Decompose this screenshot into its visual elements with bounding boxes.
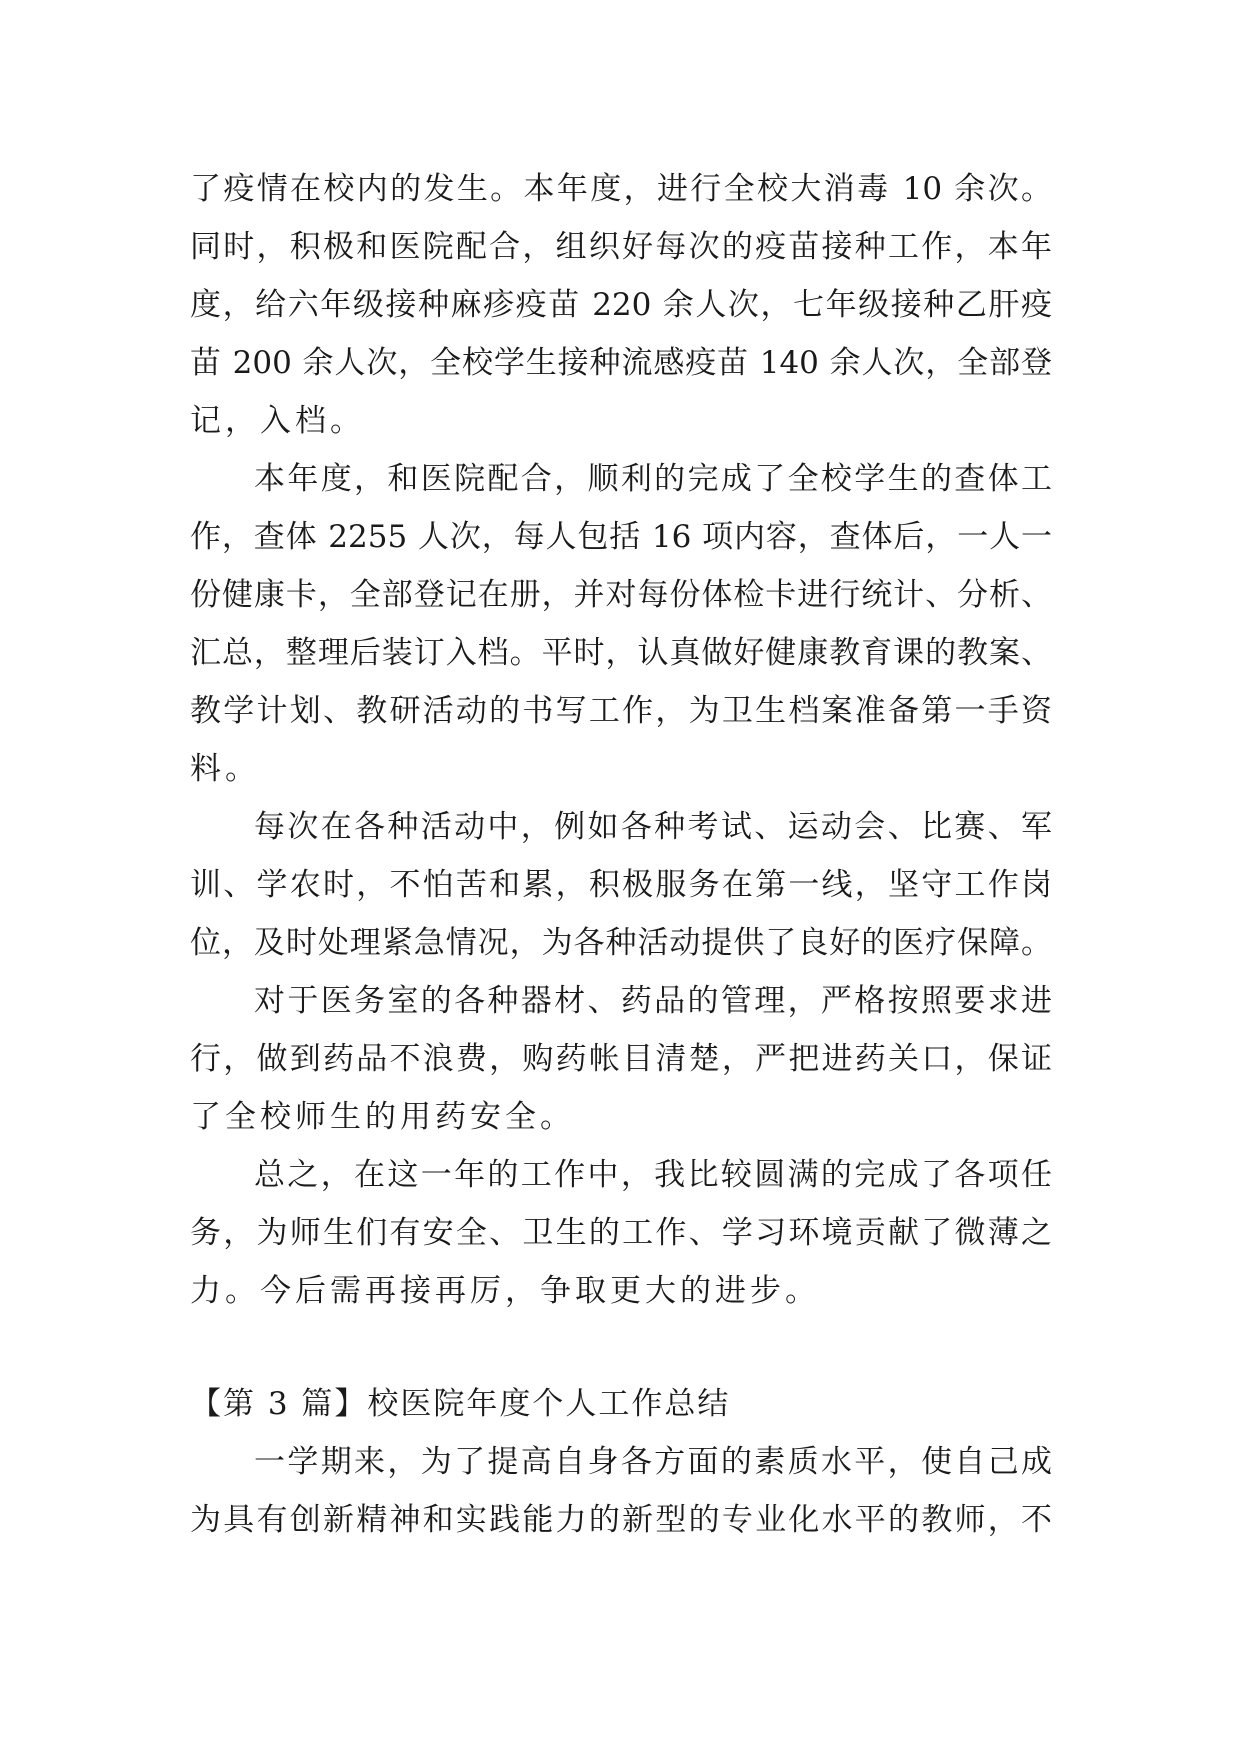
text-line: 度，给六年级接种麻疹疫苗 220 余人次，七年级接种乙肝疫 [190, 287, 1052, 323]
paragraph [190, 972, 1052, 1146]
text-line: 对于医务室的各种器材、药品的管理，严格按照要求进 [254, 983, 1052, 1019]
paragraph [190, 798, 1052, 972]
text-line: 料。 [190, 751, 260, 787]
text-line: 训、学农时，不怕苦和累，积极服务在第一线，坚守工作岗 [190, 867, 1052, 903]
text-line: 了全校师生的用药安全。 [190, 1099, 575, 1135]
text-line: 同时，积极和医院配合，组织好每次的疫苗接种工作，本年 [190, 229, 1052, 265]
text-line: 苗 200 余人次，全校学生接种流感疫苗 140 余人次，全部登 [190, 345, 1052, 381]
text-line: 教学计划、教研活动的书写工作，为卫生档案准备第一手资 [190, 693, 1052, 729]
document-body [190, 160, 1052, 1549]
text-line: 份健康卡，全部登记在册，并对每份体检卡进行统计、分析、 [190, 577, 1052, 613]
text-line: 行，做到药品不浪费，购药帐目清楚，严把进药关口，保证 [190, 1041, 1052, 1077]
text-line: 汇总，整理后装订入档。平时，认真做好健康教育课的教案、 [190, 635, 1052, 671]
text-line: 位，及时处理紧急情况，为各种活动提供了良好的医疗保障。 [190, 925, 1052, 961]
text-line: 力。今后需再接再厉，争取更大的进步。 [190, 1273, 820, 1309]
paragraph [190, 1146, 1052, 1320]
text-line: 为具有创新精神和实践能力的新型的专业化水平的教师，不 [190, 1502, 1052, 1538]
text-line: 本年度，和医院配合，顺利的完成了全校学生的查体工 [254, 461, 1052, 497]
paragraph [190, 1433, 1052, 1549]
paragraph [190, 160, 1052, 450]
text-line: 总之，在这一年的工作中，我比较圆满的完成了各项任 [254, 1157, 1052, 1193]
section-heading: 【第 3 篇】校医院年度个人工作总结 [190, 1386, 731, 1422]
text-line: 每次在各种活动中，例如各种考试、运动会、比赛、军 [254, 809, 1052, 845]
text-line: 记，入档。 [190, 403, 365, 439]
text-line: 一学期来，为了提高自身各方面的素质水平，使自己成 [254, 1444, 1052, 1480]
text-line: 了疫情在校内的发生。本年度，进行全校大消毒 10 余次。 [190, 171, 1052, 207]
text-line: 作，查体 2255 人次，每人包括 16 项内容，查体后，一人一 [190, 519, 1052, 555]
section-spacer [190, 1320, 1052, 1375]
text-line: 务，为师生们有安全、卫生的工作、学习环境贡献了微薄之 [190, 1215, 1052, 1251]
paragraph [190, 450, 1052, 798]
